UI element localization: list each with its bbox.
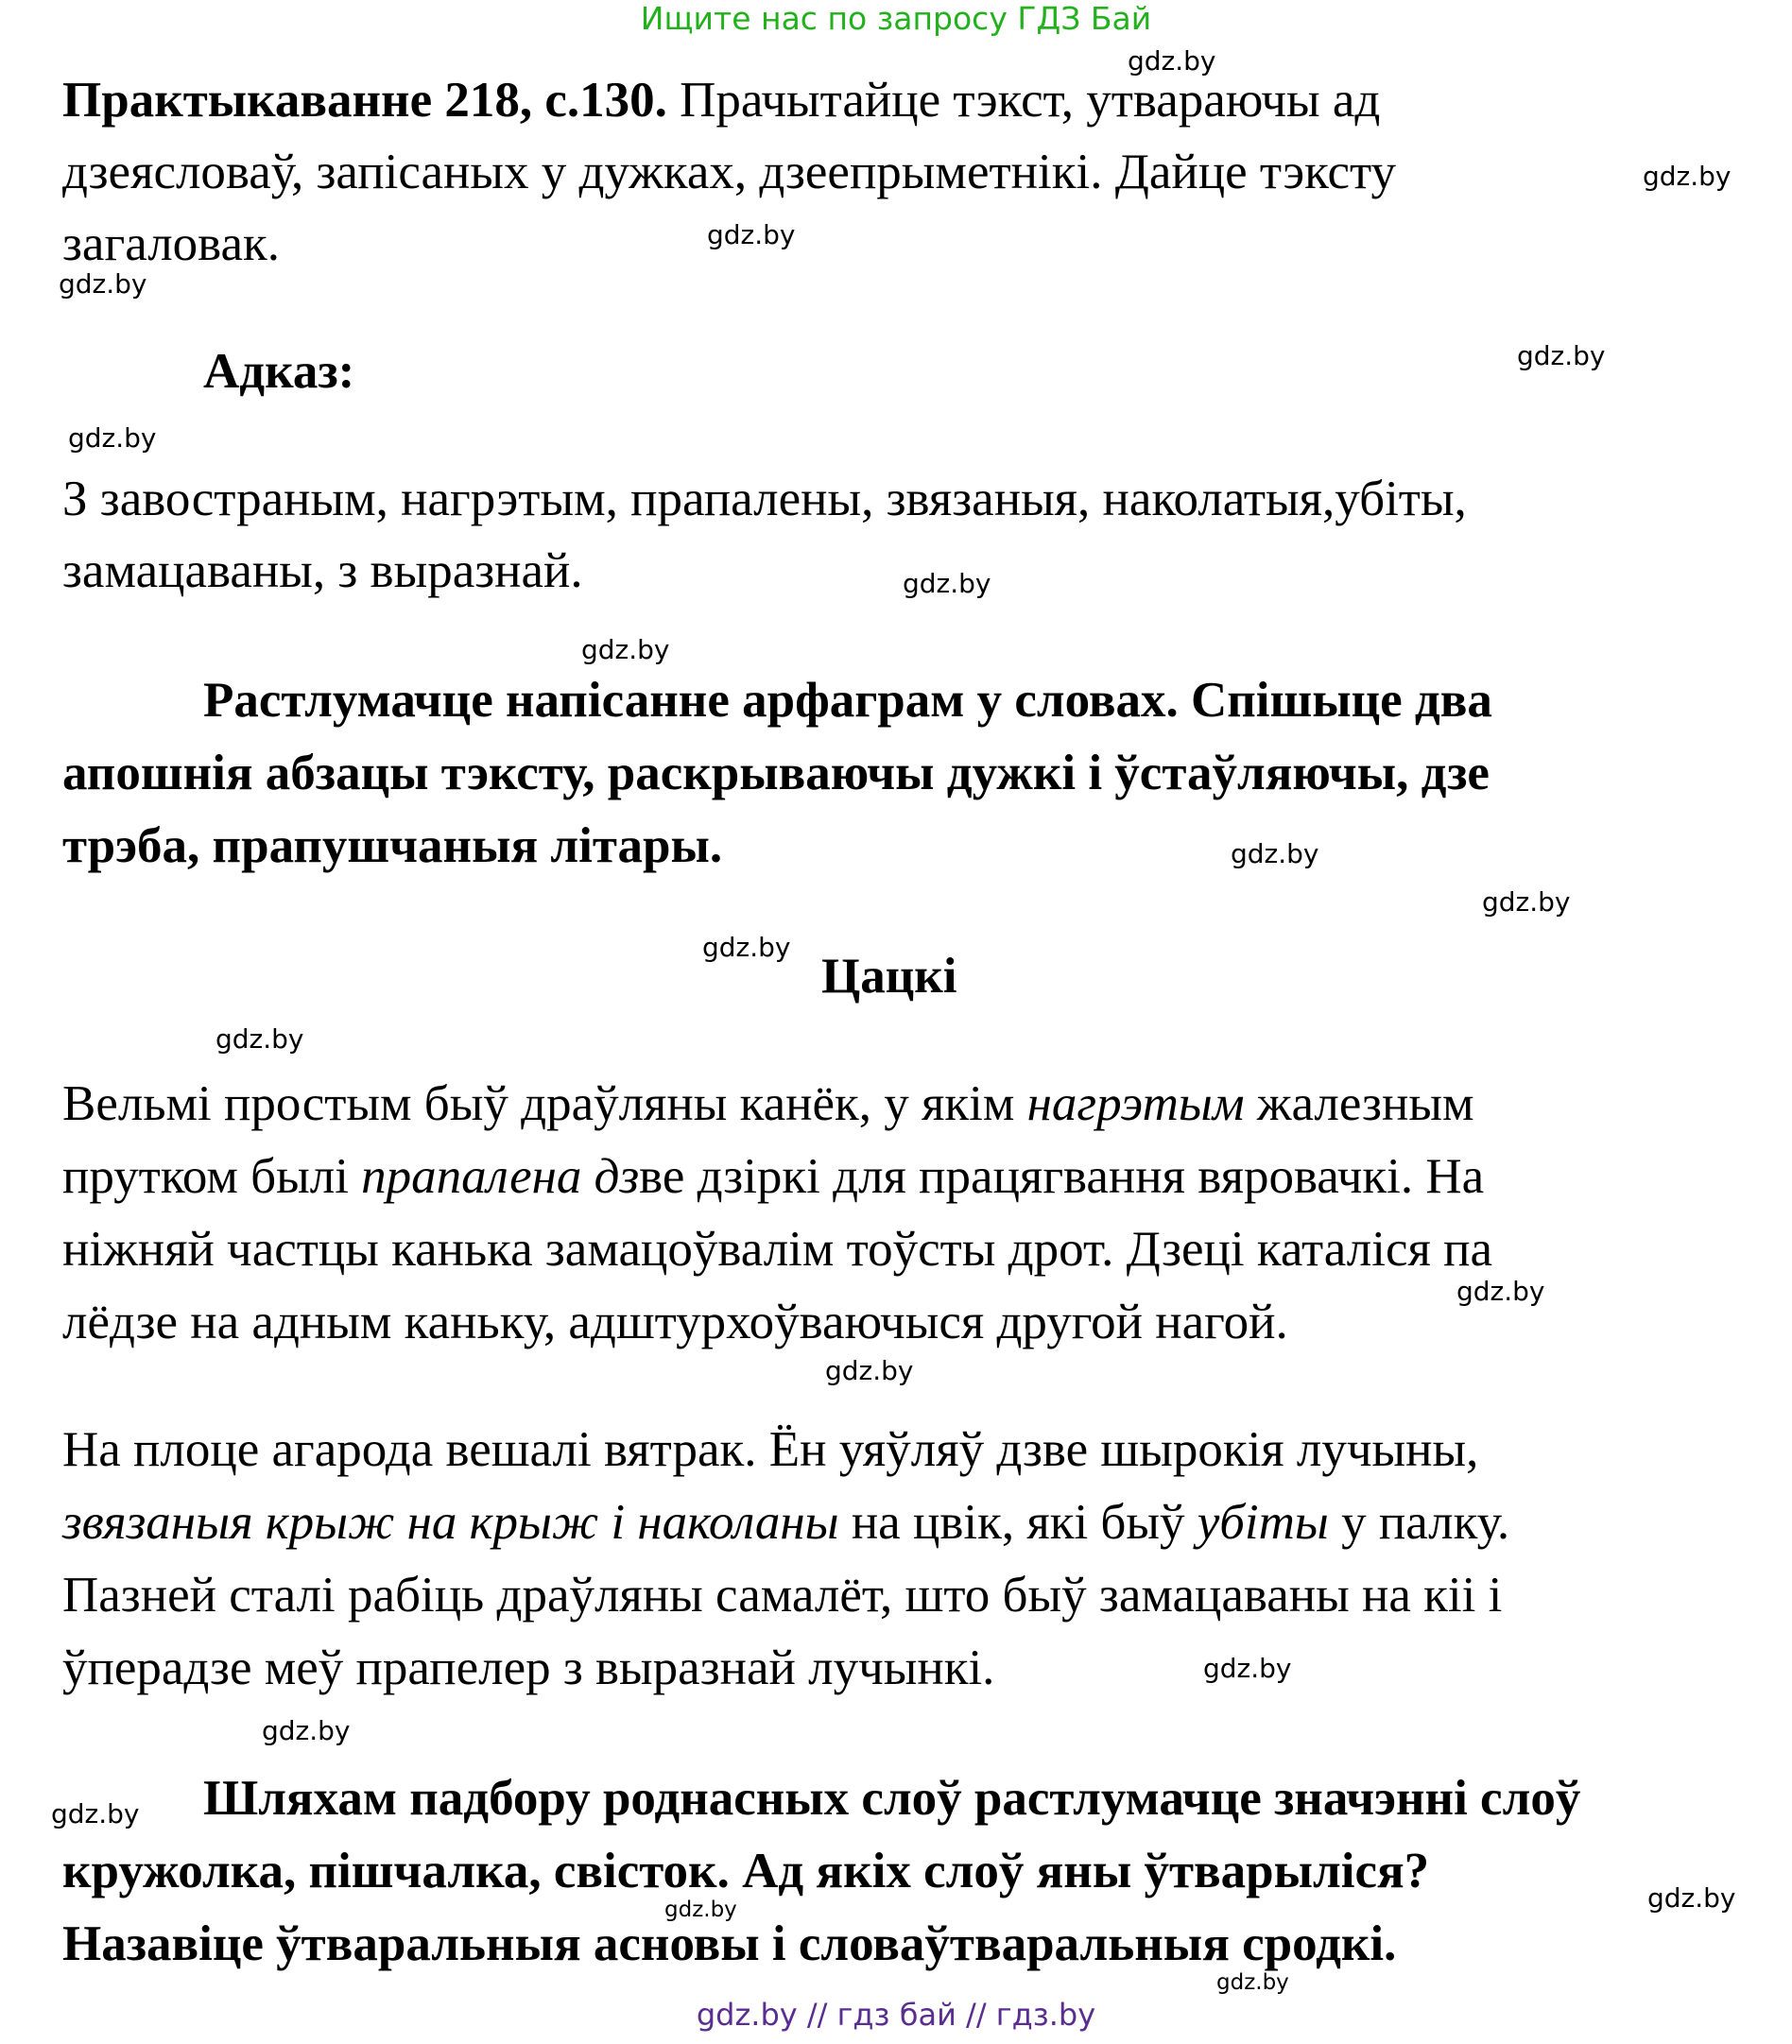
answer-heading: Адказ: bbox=[203, 344, 355, 399]
instruction1-line-2: апошнія абзацы тэксту, раскрываючы дужкі і ўстаўляючы, дзе bbox=[62, 746, 1490, 800]
task-line-3: загаловак. bbox=[62, 216, 280, 271]
instruction1-line-3: трэба, прапушчаныя літары. bbox=[62, 818, 723, 873]
watermark: gdz.by bbox=[664, 1898, 737, 1922]
watermark: gdz.by bbox=[1643, 161, 1732, 192]
watermark: gdz.by bbox=[1517, 340, 1606, 371]
answer-line-2: замацаваны, з выразнай. bbox=[62, 543, 583, 598]
story-p1-line-3: ніжняй частцы канька замацоўвалім тоўсты дрот. Дзеці каталіся па bbox=[62, 1222, 1493, 1277]
instruction2-line-3: Назавіце ўтваральныя асновы і словаўтваральныя сродкі. bbox=[62, 1916, 1397, 1971]
bottom-banner[interactable]: gdz.by // гдз бай // гдз.by bbox=[696, 1997, 1096, 2033]
story-p1-line-2 bbox=[62, 1141, 1484, 1213]
story-p2-line-4: ўперадзе меў прапелер з выразнай лучынкі. bbox=[62, 1640, 995, 1695]
task-line-1-text: Прачытайце тэкст, утвараючы ад bbox=[680, 73, 1381, 128]
watermark: gdz.by bbox=[1456, 1276, 1545, 1307]
watermark: gdz.by bbox=[825, 1355, 914, 1386]
watermark: gdz.by bbox=[1128, 45, 1216, 77]
story-p1-l2-text-a: прутком былі bbox=[62, 1149, 362, 1204]
story-p2-line-2 bbox=[62, 1486, 1509, 1559]
story-p2-l2-italic-a: звязаныя крыж на крыж і наколаны bbox=[62, 1495, 839, 1550]
task-label: Практыкаванне 218, с.130. bbox=[62, 73, 667, 128]
instruction2-line-2: кружолка, пішчалка, свісток. Ад якіх слоў яны ўтварыліся? bbox=[62, 1844, 1430, 1898]
watermark: gdz.by bbox=[1216, 1970, 1289, 1995]
story-p2-l2-text-b: на цвік, які быў bbox=[838, 1495, 1198, 1550]
story-p2-l2-text-d: у палку. bbox=[1328, 1495, 1510, 1550]
watermark: gdz.by bbox=[68, 422, 157, 454]
watermark: gdz.by bbox=[903, 568, 991, 599]
story-p1-l1-italic: нагрэтым bbox=[1026, 1076, 1245, 1131]
story-p1-line-4: лёдзе на адным каньку, адштурхоўваючыся другой нагой. bbox=[62, 1295, 1288, 1349]
watermark: gdz.by bbox=[51, 1798, 140, 1829]
watermark: gdz.by bbox=[707, 219, 796, 250]
story-p1-l2-italic: прапалена дз bbox=[361, 1149, 640, 1204]
story-p1-l2-text-c: ве дзіркі для працягвання вяровачкі. На bbox=[639, 1149, 1485, 1204]
instruction1-line-1: Растлумачце напісанне арфаграм у словах. Спішыце два bbox=[203, 673, 1492, 728]
story-title: Цацкі bbox=[821, 949, 957, 1004]
watermark: gdz.by bbox=[702, 932, 791, 963]
watermark: gdz.by bbox=[1482, 886, 1571, 918]
watermark: gdz.by bbox=[1647, 1882, 1736, 1914]
story-p2-l2-italic-c: убіты bbox=[1197, 1495, 1329, 1550]
story-p1-l1-text-c: жалезным bbox=[1244, 1076, 1474, 1131]
story-p2-line-1: На плоце агарода вешалі вятрак. Ён уяўляў дзве шырокія лучыны, bbox=[62, 1422, 1479, 1477]
story-p1-line-1 bbox=[62, 1068, 1474, 1141]
instruction2-line-1: Шляхам падбору роднасных слоў растлумачце значэнні слоў bbox=[203, 1771, 1581, 1826]
watermark: gdz.by bbox=[59, 268, 147, 300]
top-banner[interactable]: Ищите нас по запросу ГДЗ Бай bbox=[640, 0, 1152, 37]
story-p1-l1-text-a: Вельмі простым быў драўляны канёк, у якім bbox=[62, 1076, 1027, 1131]
watermark: gdz.by bbox=[1231, 838, 1319, 869]
watermark: gdz.by bbox=[215, 1023, 304, 1055]
answer-line-1: З завостраным, нагрэтым, прапалены, звязаныя, наколатыя,убіты, bbox=[62, 472, 1467, 526]
watermark: gdz.by bbox=[581, 634, 670, 665]
task-line-2: дзеясловаў, запісаных у дужках, дзеепрыметнікі. Дайце тэксту bbox=[62, 145, 1397, 199]
watermark: gdz.by bbox=[262, 1715, 351, 1746]
story-p2-line-3: Пазней сталі рабіць драўляны самалёт, што быў замацаваны на кіі і bbox=[62, 1568, 1503, 1623]
watermark: gdz.by bbox=[1203, 1653, 1292, 1684]
